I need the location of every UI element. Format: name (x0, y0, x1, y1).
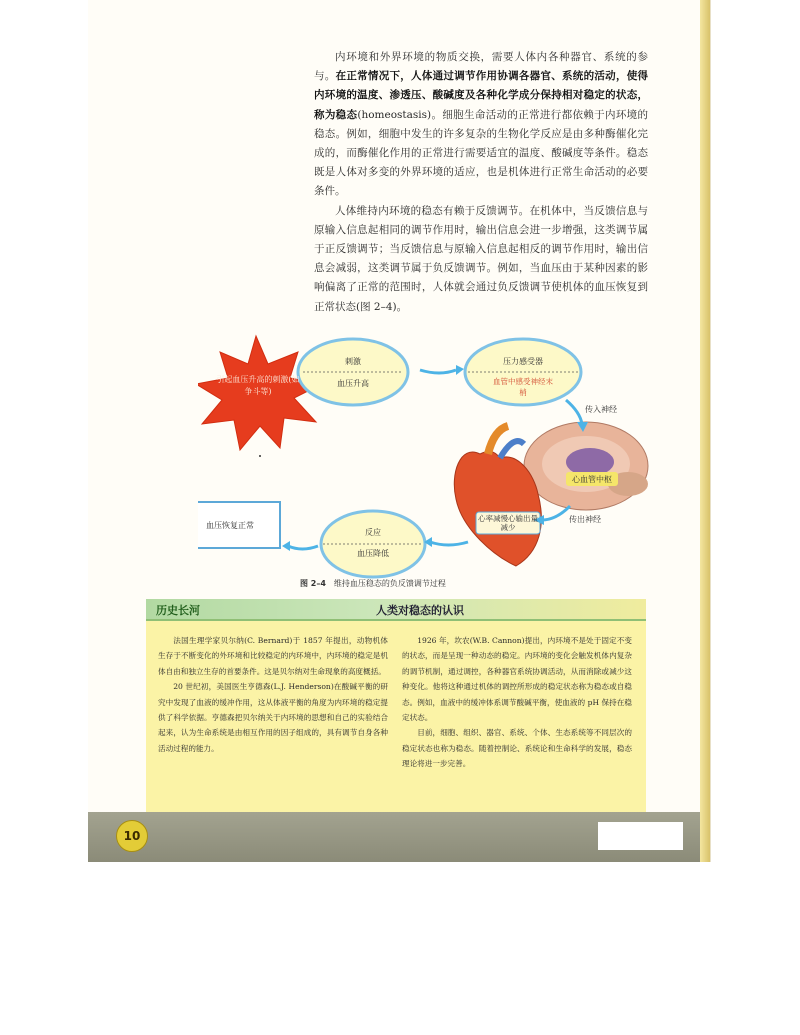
stimulus-bottom-label: 血压升高 (337, 379, 369, 388)
paragraph-homeostasis (314, 48, 648, 202)
receptor-bottom-label: 血管中感受神经末梢 (493, 377, 553, 397)
figure-number: 图 2–4 (300, 579, 326, 588)
page-edge-strip (700, 0, 710, 862)
diagram-graphics (198, 334, 658, 594)
arrow-to-result (288, 546, 318, 549)
para1-term: (homeostasis) (357, 108, 432, 121)
history-left-column (158, 633, 388, 756)
arrow-to-response (430, 542, 468, 545)
history-left-paragraph-1: 法国生理学家贝尔纳(C. Bernard)于 1857 年提出，动物机体生存于不断变化的外环境和比较稳定的内环境中，内环境的稳定是机体自由和独立生存的首要条件。这是贝尔纳对生命现象的高度概括。 (158, 636, 388, 676)
response-top-label: 反应 (365, 528, 381, 537)
response-bottom-label: 血压降低 (357, 549, 389, 558)
history-box (146, 621, 646, 815)
para1-bold-definition: 在正常情况下，人体通过调节作用协调各器官、系统的活动，使得内环境的温度、渗透压、酸碱度及各种化学成分保持相对稳定的状态，称为稳态 (314, 70, 649, 121)
result-label: 血压恢复正常 (206, 521, 254, 530)
feedback-diagram (198, 334, 658, 594)
para1-rest: 。细胞生命活动的正常进行都依赖于内环境的稳态。例如，细胞中发生的许多复杂的生物化学反应是由多种酶催化完成的，而酶催化作用的正常进行需要适宜的温度、酸碱度等条件。稳态既是人体对多变的外界环境的适应，也是机体进行正常生命活动的必要条件。 (314, 108, 649, 198)
history-left-paragraph-2: 20 世纪初，美国医生亨德森(L.J. Henderson)在酸碱平衡的研究中发现了血液的缓冲作用，这从体液平衡的角度为内环境的稳定提供了科学依据。亨德森把贝尔纳关于内环境的思想和自己的实验结合起来，认为生命系统是由相互作用的因子组成的，具有调节自身各种活动过程的能力。 (158, 682, 388, 753)
history-right-column (402, 633, 632, 772)
stimulus-top-label: 刺激 (345, 357, 361, 366)
page-number: 10 (116, 820, 148, 852)
afferent-nerve-label: 传入神经 (585, 405, 617, 414)
history-right-paragraph-2: 目前，细胞、组织、器官、系统、个体、生态系统等不同层次的稳定状态也称为稳态。随着控制论、系统论和生命科学的发展，稳态理论将进一步完善。 (402, 728, 632, 769)
receptor-top-label: 压力感受器 (503, 357, 543, 366)
paragraph-feedback: 人体维持内环境的稳态有赖于反馈调节。在机体中，当反馈信息与原输入信息起相同的调节作用时，输出信息会进一步增强，这类调节属于正反馈调节；当反馈信息与原输入信息起相反的调节作用时，输出信息会减弱，这类调节属于负反馈调节。例如，当血压由于某种因素的影响偏离了正常的范围时，人体就会通过负反馈调节使机体的血压恢复到正常状态(图 2–4)。 (314, 204, 648, 313)
arrow-to-receptor (420, 370, 456, 373)
figure-caption-text: 维持血压稳态的负反馈调节过程 (333, 579, 446, 588)
figure-caption (300, 578, 600, 589)
starburst-label: 引起血压升高的刺激(如争斗等) (216, 375, 300, 396)
history-right-paragraph-1: 1926 年，坎农(W.B. Cannon)提出，内环境不是处于固定不变的状态，而是呈现一种动态的稳定。内环境的变化会触发机体内复杂的调节机制，通过调控，各种器官系统协调活动，从而消除或减少这种变化。他将这种通过机体的调控所形成的稳定状态称为稳态或自稳态。例如，血液中的缓冲体系调节酸碱平衡，使血液的 pH 保持在稳定状态。 (402, 636, 632, 723)
para1-lead: 内环境和外界环境的物质交换，需要人体内各种器官、系统的参与。 (314, 51, 648, 83)
heart-effect-label: 心率减慢心输出量减少 (478, 514, 538, 532)
history-section-label: 历史长河 (156, 604, 200, 617)
cardiovascular-center-label: 心血管中枢 (572, 475, 612, 484)
efferent-nerve-label: 传出神经 (569, 515, 601, 524)
body-text (314, 48, 648, 317)
footer-blank-patch (598, 822, 683, 850)
history-header (146, 599, 646, 621)
page-footer (88, 812, 700, 862)
history-section-title: 人类对稳态的认识 (376, 604, 464, 617)
